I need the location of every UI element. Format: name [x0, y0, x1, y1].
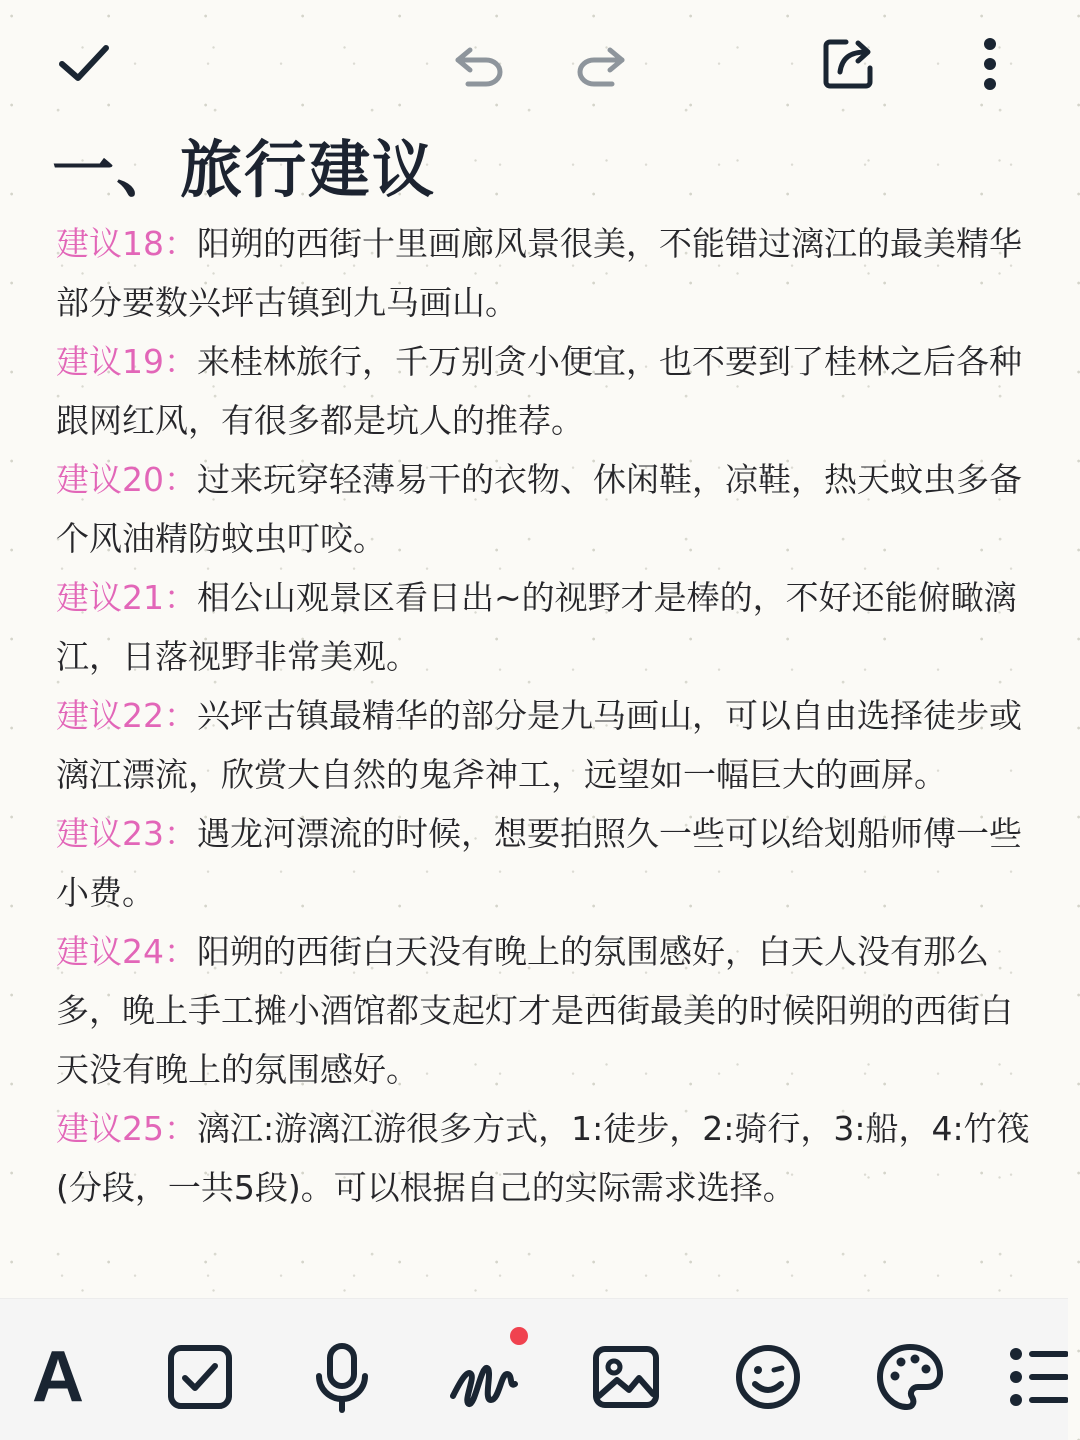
undo-button[interactable]: [440, 24, 520, 104]
tip-paragraph: [56, 804, 1036, 922]
share-button[interactable]: [808, 24, 888, 104]
voice-input-button[interactable]: [300, 1335, 384, 1419]
text-format-button[interactable]: [16, 1335, 100, 1419]
tip-label: 建议21：: [56, 578, 197, 617]
emoji-button[interactable]: [726, 1335, 810, 1419]
note-body[interactable]: [56, 214, 1036, 1217]
tip-text: 过来玩穿轻薄易干的衣物、休闲鞋，凉鞋，热天蚊虫多备个风油精防蚊虫叮咬。: [56, 460, 1022, 558]
top-toolbar: [0, 0, 1080, 120]
redo-button[interactable]: [560, 24, 640, 104]
tip-label: 建议22：: [56, 696, 197, 735]
tip-paragraph: [56, 450, 1036, 568]
tip-paragraph: [56, 568, 1036, 686]
handwriting-icon: [447, 1340, 521, 1414]
image-icon: [589, 1340, 663, 1414]
tip-text: 漓江:游漓江游很多方式，1:徒步，2:骑行，3:船，4:竹筏(分段，一共5段)。可以根据自己的实际需求选择。: [56, 1109, 1030, 1207]
tip-text: 阳朔的西街白天没有晚上的氛围感好，白天人没有那么多，晚上手工摊小酒馆都支起灯才是西街最美的时候阳朔的西街白天没有晚上的氛围感好。: [56, 932, 1013, 1089]
tip-text: 相公山观景区看日出~的视野才是棒的，不好还能俯瞰漓江，日落视野非常美观。: [56, 578, 1017, 676]
tip-paragraph: [56, 214, 1036, 332]
tip-label: 建议25：: [56, 1109, 197, 1148]
tip-text: 来桂林旅行，千万别贪小便宜，也不要到了桂林之后各种跟网红风，有很多都是坑人的推荐。: [56, 342, 1022, 440]
tip-paragraph: [56, 332, 1036, 450]
tip-paragraph: [56, 922, 1036, 1099]
tip-label: 建议20：: [56, 460, 197, 499]
tip-text: 兴坪古镇最精华的部分是九马画山，可以自由选择徒步或漓江漂流，欣赏大自然的鬼斧神工，远望如一幅巨大的画屏。: [56, 696, 1022, 794]
list-icon: [1004, 1340, 1068, 1414]
checklist-button[interactable]: [158, 1335, 242, 1419]
check-icon: [52, 32, 116, 96]
tip-paragraph: [56, 1099, 1036, 1217]
handwriting-button[interactable]: [442, 1335, 526, 1419]
theme-color-button[interactable]: [868, 1335, 952, 1419]
microphone-icon: [305, 1340, 379, 1414]
redo-icon: [568, 32, 632, 96]
bottom-toolbar: [0, 1298, 1068, 1440]
tip-label: 建议23：: [56, 814, 197, 853]
done-button[interactable]: [44, 24, 124, 104]
more-vertical-icon: [958, 32, 1022, 96]
list-format-button[interactable]: [1004, 1335, 1068, 1419]
tip-paragraph: [56, 686, 1036, 804]
text-format-icon: A: [32, 1337, 84, 1417]
tip-label: 建议19：: [56, 342, 197, 381]
palette-icon: [873, 1340, 947, 1414]
insert-image-button[interactable]: [584, 1335, 668, 1419]
tip-label: 建议24：: [56, 932, 197, 971]
checkbox-icon: [163, 1340, 237, 1414]
undo-icon: [448, 32, 512, 96]
note-title[interactable]: 一、旅行建议: [52, 133, 437, 206]
notification-dot: [510, 1327, 528, 1345]
tip-text: 遇龙河漂流的时候，想要拍照久一些可以给划船师傅一些小费。: [56, 814, 1022, 912]
emoji-icon: [731, 1340, 805, 1414]
more-options-button[interactable]: [950, 24, 1030, 104]
tip-label: 建议18：: [56, 224, 197, 263]
share-icon: [816, 32, 880, 96]
tip-text: 阳朔的西街十里画廊风景很美，不能错过漓江的最美精华部分要数兴坪古镇到九马画山。: [56, 224, 1022, 322]
